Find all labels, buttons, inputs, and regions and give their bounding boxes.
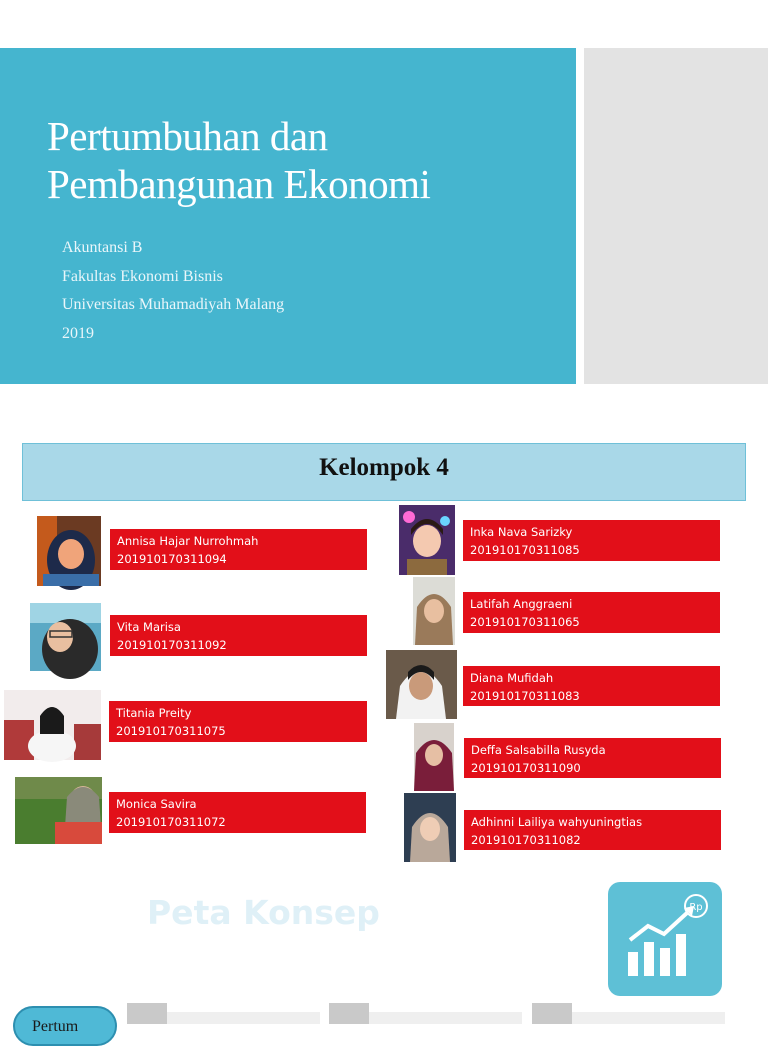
currency-badge-text: Rp	[689, 902, 703, 913]
member-name: Inka Nava Sarizky	[470, 525, 573, 539]
member-card	[110, 615, 367, 656]
concept-map-node-label: Pertum	[32, 1018, 79, 1035]
member-name: Vita Marisa	[117, 620, 181, 634]
member-name: Titania Preity	[116, 706, 192, 720]
member-card	[464, 738, 721, 778]
member-photo	[404, 793, 456, 862]
concept-map-node-stub	[329, 1003, 369, 1024]
slide-title-line-2: Pembangunan Ekonomi	[47, 161, 431, 207]
concept-map-node-stub	[532, 1003, 572, 1024]
member-id: 201910170311082	[471, 833, 581, 847]
member-card	[463, 592, 720, 633]
concept-map-node-stub	[127, 1003, 167, 1024]
group-header-label: Kelompok 4	[319, 454, 449, 481]
concept-map-node	[13, 1006, 117, 1046]
subtitle-university: Universitas Muhamadiyah Malang	[62, 296, 285, 313]
member-name: Adhinni Lailiya wahyuningtias	[471, 815, 643, 829]
concept-map-node-stub	[572, 1012, 725, 1024]
member-card	[109, 792, 366, 833]
title-slide-side-panel	[584, 48, 768, 384]
member-name: Latifah Anggraeni	[470, 597, 573, 611]
slide-title	[47, 112, 567, 208]
concept-map-title: Peta Konsep	[147, 893, 380, 932]
member-card	[109, 701, 367, 742]
member-photo	[4, 690, 101, 760]
subtitle-faculty: Fakultas Ekonomi Bisnis	[62, 267, 223, 285]
subtitle-year: 2019	[62, 324, 94, 342]
member-id: 201910170311072	[116, 815, 226, 829]
member-card	[464, 810, 721, 850]
member-photo	[386, 650, 457, 719]
slide-title-line-1: Pertumbuhan dan	[47, 113, 328, 159]
group-header	[22, 443, 746, 501]
member-id: 201910170311090	[471, 761, 581, 775]
member-photo	[30, 603, 101, 671]
member-name: Deffa Salsabilla Rusyda	[471, 743, 606, 757]
member-photo	[37, 516, 101, 586]
member-name: Diana Mufidah	[470, 671, 554, 685]
concept-map-node-stub	[369, 1012, 522, 1024]
concept-map-node-stub	[167, 1012, 320, 1024]
member-photo	[414, 723, 454, 791]
member-id: 201910170311083	[470, 689, 580, 703]
member-id: 201910170311075	[116, 724, 226, 738]
member-name: Annisa Hajar Nurrohmah	[117, 534, 259, 548]
member-photo	[15, 777, 102, 844]
member-id: 201910170311094	[117, 552, 227, 566]
member-photo	[399, 505, 455, 575]
member-id: 201910170311092	[117, 638, 227, 652]
subtitle-class: Akuntansi B	[62, 239, 143, 256]
member-card	[463, 520, 720, 561]
member-id: 201910170311065	[470, 615, 580, 629]
member-photo	[413, 577, 455, 645]
member-card	[463, 666, 720, 706]
member-card	[110, 529, 367, 570]
member-id: 201910170311085	[470, 543, 580, 557]
member-name: Monica Savira	[116, 797, 197, 811]
growth-chart-rupiah-icon	[608, 882, 722, 996]
slide-subtitle	[62, 234, 284, 348]
